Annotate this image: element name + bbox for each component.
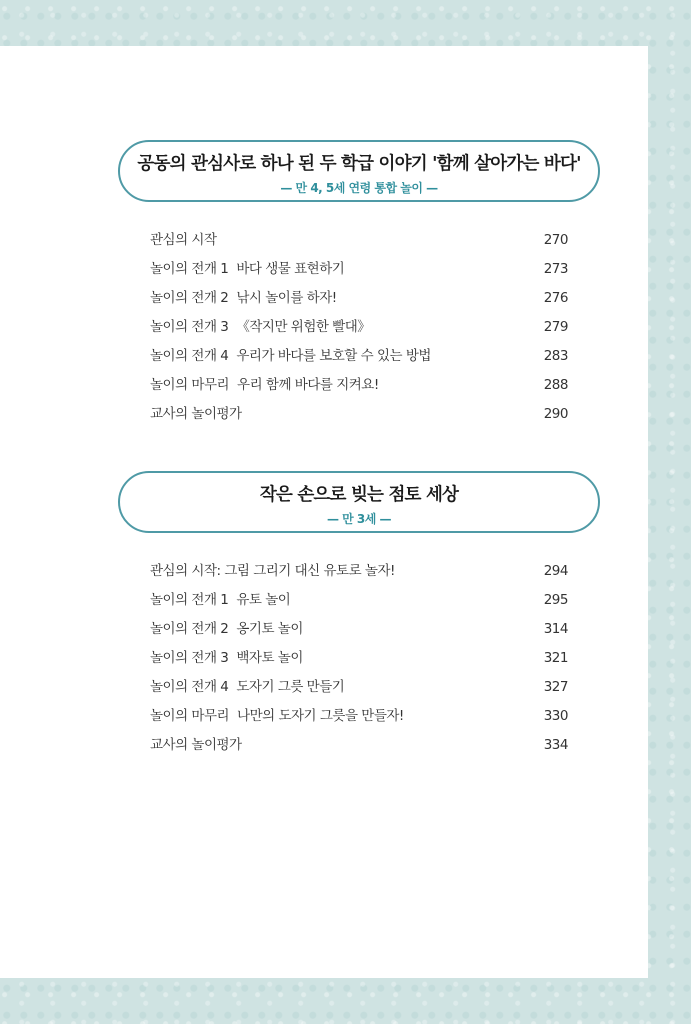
toc-item-page: 283 (543, 348, 568, 364)
toc-item[interactable] (150, 342, 568, 371)
toc-item-page: 327 (543, 679, 568, 695)
toc-item-label: 놀이의 전개 2 (150, 621, 229, 637)
toc-item-label: 관심의 시작 (150, 232, 217, 248)
toc-item-entry: 우리가 바다를 보호할 수 있는 방법 (236, 348, 431, 364)
toc-item-entry: 바다 생물 표현하기 (236, 261, 345, 277)
toc-item-label: 놀이의 전개 1 (150, 261, 229, 277)
toc-item-entry: 우리 함께 바다를 지켜요! (237, 377, 379, 393)
toc-item[interactable] (150, 615, 568, 644)
section-title: 공동의 관심사로 하나 된 두 학급 이야기 '함께 살아가는 바다' (137, 154, 581, 174)
toc-item[interactable] (150, 702, 568, 731)
toc-item-label: 놀이의 전개 3 (150, 650, 229, 666)
toc-item-label: 놀이의 전개 4 (150, 679, 229, 695)
toc-list (150, 557, 568, 760)
toc-item-page: 279 (543, 319, 568, 335)
toc-item[interactable] (150, 255, 568, 284)
toc-item-label: 놀이의 마무리 (150, 708, 230, 724)
toc-item[interactable] (150, 644, 568, 673)
toc-item-entry: 유토 놀이 (236, 592, 291, 608)
toc-item-page: 276 (543, 290, 568, 306)
toc-item-page: 290 (543, 406, 568, 422)
toc-item[interactable] (150, 586, 568, 615)
toc-item-label: 놀이의 전개 2 (150, 290, 229, 306)
toc-item-page: 314 (543, 621, 568, 637)
toc-item-label: 놀이의 전개 4 (150, 348, 229, 364)
section-title: 작은 손으로 빚는 점토 세상 (259, 485, 459, 505)
toc-item[interactable] (150, 284, 568, 313)
toc-item-label: 교사의 놀이평가 (150, 737, 242, 753)
toc-item-label: 교사의 놀이평가 (150, 406, 242, 422)
toc-item-entry: 《작지만 위험한 빨대》 (236, 319, 371, 335)
toc-item-page: 288 (543, 377, 568, 393)
toc-item-page: 273 (543, 261, 568, 277)
toc-item[interactable] (150, 673, 568, 702)
toc-item-page: 334 (543, 737, 568, 753)
toc-item[interactable] (150, 313, 568, 342)
toc-item-label: 관심의 시작: 그림 그리기 대신 유토로 놀자! (150, 563, 395, 579)
toc-item-page: 321 (543, 650, 568, 666)
toc-item-page: 270 (543, 232, 568, 248)
toc-item-page: 330 (543, 708, 568, 724)
toc-item-entry: 백자토 놀이 (236, 650, 303, 666)
section-subtitle: — 만 3세 — (326, 512, 392, 526)
toc-item-label: 놀이의 전개 3 (150, 319, 229, 335)
toc-item[interactable] (150, 557, 568, 586)
toc-item-entry: 낚시 놀이를 하자! (236, 290, 337, 306)
section-header-pill (118, 471, 600, 533)
toc-item-page: 295 (543, 592, 568, 608)
toc-item-entry: 도자기 그릇 만들기 (236, 679, 345, 695)
toc-item[interactable] (150, 400, 568, 429)
toc-item[interactable] (150, 731, 568, 760)
section-subtitle: — 만 4, 5세 연령 통합 놀이 — (280, 181, 438, 195)
toc-item[interactable] (150, 226, 568, 255)
toc-item-label: 놀이의 전개 1 (150, 592, 229, 608)
toc-item-entry: 나만의 도자기 그릇을 만들자! (237, 708, 404, 724)
toc-page (0, 46, 648, 978)
toc-item-label: 놀이의 마무리 (150, 377, 230, 393)
toc-item-entry: 옹기토 놀이 (236, 621, 303, 637)
toc-item[interactable] (150, 371, 568, 400)
toc-item-page: 294 (543, 563, 568, 579)
section-header-pill (118, 140, 600, 202)
toc-list (150, 226, 568, 429)
